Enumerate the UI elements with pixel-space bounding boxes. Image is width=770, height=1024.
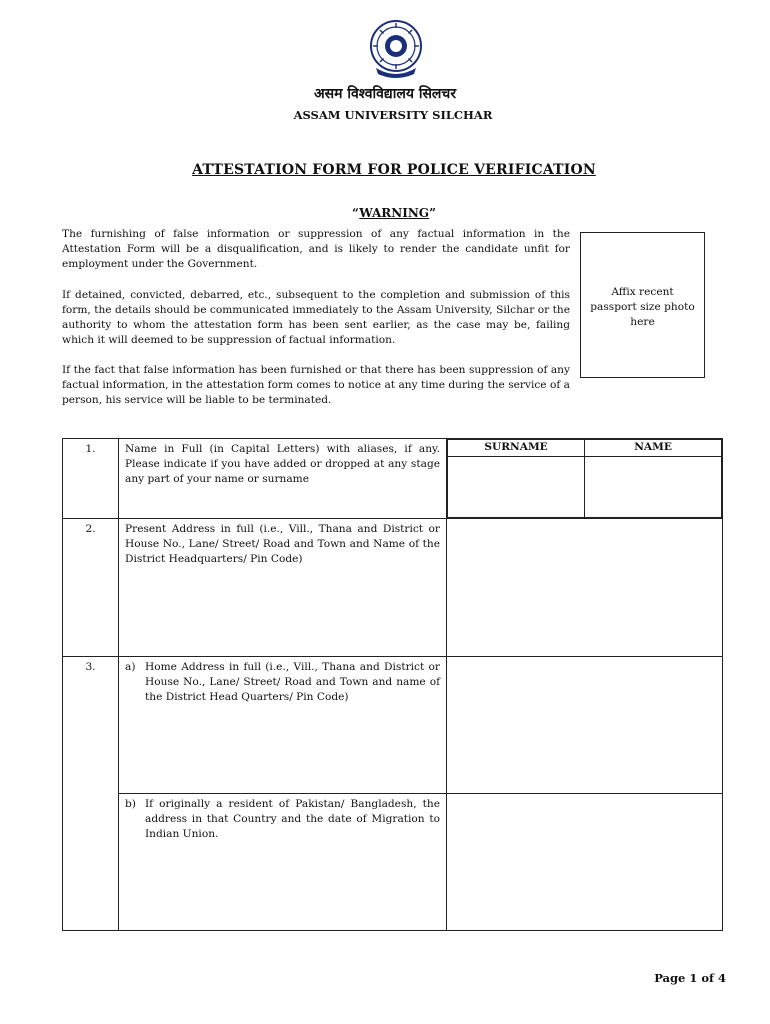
warning-close-quote: ” bbox=[429, 206, 436, 220]
sub-item-letter: a) bbox=[125, 661, 136, 673]
surname-header: SURNAME bbox=[448, 440, 585, 457]
form-title: ATTESTATION FORM FOR POLICE VERIFICATION bbox=[192, 162, 596, 178]
surname-input[interactable] bbox=[448, 457, 585, 518]
row-description bbox=[119, 794, 447, 931]
university-name-hindi: असम विश्वविद्यालय सिलचर bbox=[313, 86, 457, 102]
row-number: 2. bbox=[63, 519, 119, 657]
page-number: Page 1 of 4 bbox=[654, 971, 726, 985]
present-address-input[interactable] bbox=[447, 519, 723, 657]
name-input[interactable] bbox=[585, 457, 722, 518]
table-row bbox=[63, 794, 723, 931]
warning-heading bbox=[0, 206, 770, 220]
name-subtable bbox=[447, 439, 722, 518]
warning-label: WARNING bbox=[359, 206, 430, 220]
row-description: Name in Full (in Capital Letters) with aliases, if any. Please indicate if you have added or dropped at any stage any part of your name or surname bbox=[119, 439, 447, 519]
row-description bbox=[119, 657, 447, 794]
warning-paragraph-2: If detained, convicted, debarred, etc., subsequent to the completion and submission of this form, the details should be communicated immediately to the Assam University, Silchar or the authority to whom the attestation form has been sent earlier, as the case may be, failing which it will deemed to be suppression of factual information. bbox=[62, 289, 570, 346]
row-description: Present Address in full (i.e., Vill., Thana and District or House No., Lane/ Street/ Road and Town and Name of the District Headquarters/ Pin Code) bbox=[119, 519, 447, 657]
warning-open-quote: “ bbox=[352, 206, 360, 220]
table-row bbox=[63, 519, 723, 657]
warning-paragraph-3: If the fact that false information has been furnished or that there has been suppression of any factual information, in the attestation form comes to notice at any time during the service of a person, his service will be liable to be terminated. bbox=[62, 364, 570, 406]
table-row bbox=[63, 439, 723, 519]
migration-address-label: If originally a resident of Pakistan/ Bangladesh, the address in that Country and the date of Migration to Indian Union. bbox=[145, 798, 440, 840]
university-name: ASSAM UNIVERSITY SILCHAR bbox=[293, 108, 493, 122]
photo-box[interactable] bbox=[580, 232, 705, 378]
table-row bbox=[63, 657, 723, 794]
photo-box-label: Affix recent passport size photo here bbox=[590, 286, 695, 328]
home-address-label: Home Address in full (i.e., Vill., Thana and District or House No., Lane/ Street/ Road and Town and name of the District Head Quarters/ Pin Code) bbox=[145, 661, 440, 703]
home-address-input[interactable] bbox=[447, 657, 723, 794]
attestation-table bbox=[62, 438, 723, 931]
row-number: 3. bbox=[63, 657, 119, 931]
name-answer-cell bbox=[447, 439, 723, 519]
sub-item-letter: b) bbox=[125, 798, 136, 810]
name-header: NAME bbox=[585, 440, 722, 457]
row-number: 1. bbox=[63, 439, 119, 519]
university-seal-icon bbox=[368, 18, 424, 80]
warning-paragraph-1: The furnishing of false information or suppression of any factual information in the Attestation Form will be a disqualification, and is likely to render the candidate unfit for employment under the Government. bbox=[62, 228, 570, 270]
migration-address-input[interactable] bbox=[447, 794, 723, 931]
